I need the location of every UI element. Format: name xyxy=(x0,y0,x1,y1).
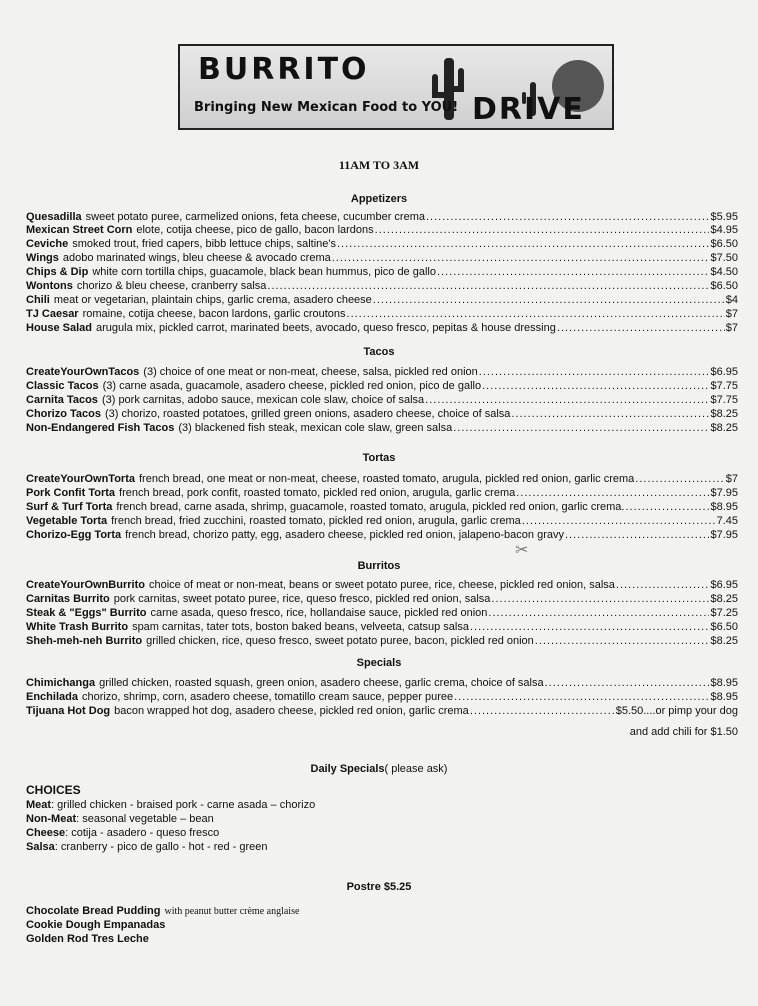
item-price: $7.95 xyxy=(710,529,738,541)
item-desc: meat or vegetarian, plaintain chips, garlic crema, asadero cheese xyxy=(53,294,372,306)
item-name: CreateYourOwnBurrito xyxy=(26,579,145,591)
menu-item xyxy=(26,211,738,224)
item-name: Carnita Tacos xyxy=(26,394,98,406)
section-title-specials: Specials xyxy=(356,657,402,669)
menu-item xyxy=(26,691,738,704)
item-price: $4.95 xyxy=(710,224,738,236)
menu-item xyxy=(26,705,738,718)
menu-item xyxy=(26,408,738,421)
daily-specials-label: Daily Specials xyxy=(310,763,385,775)
menu-item xyxy=(26,394,738,407)
dessert-name: Chocolate Bread Pudding xyxy=(26,905,161,917)
menu-item xyxy=(26,422,738,435)
item-name: Sheh-meh-neh Burrito xyxy=(26,635,143,647)
menu-item xyxy=(26,238,738,251)
item-price: $5.50....or pimp your dog xyxy=(615,705,738,717)
item-price: $6.95 xyxy=(710,366,738,378)
item-name: Chorizo-Egg Torta xyxy=(26,529,122,541)
logo-banner xyxy=(178,44,614,130)
item-price: $8.95 xyxy=(710,501,738,513)
item-price: $7 xyxy=(725,308,738,320)
choice-label: Meat xyxy=(26,799,52,811)
item-price: $6.95 xyxy=(710,579,738,591)
item-desc: smoked trout, fried capers, bibb lettuce chips, saltine's xyxy=(72,238,336,250)
item-name: House Salad xyxy=(26,322,93,334)
item-desc: (3) chorizo, roasted potatoes, grilled green onions, asadero cheese, choice of salsa xyxy=(104,408,511,420)
item-desc: grilled chicken, roasted squash, green onion, asadero cheese, garlic crema, choice of salsa xyxy=(99,677,544,689)
item-name: Chili xyxy=(26,294,50,306)
item-desc: sweet potato puree, carmelized onions, feta cheese, cucumber crema xyxy=(85,211,425,223)
menu-item xyxy=(26,621,738,634)
item-desc: adobo marinated wings, bleu cheese & avocado crema xyxy=(62,252,331,264)
item-desc: white corn tortilla chips, guacamole, black bean hummus, pico de gallo xyxy=(92,266,436,278)
item-price: $7 xyxy=(725,322,738,334)
hours: 11AM TO 3AM xyxy=(338,158,420,172)
item-desc: french bread, carne asada, shrimp, guacamole, roasted tomato, arugula, pickled red onion, garlic crema. xyxy=(116,501,625,513)
section-title-appetizers: Appetizers xyxy=(350,193,408,205)
section-title-tortas: Tortas xyxy=(362,452,396,464)
menu-item xyxy=(26,579,738,592)
choice-label: Non-Meat xyxy=(26,813,77,825)
scissors-icon: ✂ xyxy=(515,542,529,559)
item-name: Carnitas Burrito xyxy=(26,593,110,605)
menu-item xyxy=(26,515,738,528)
item-name: CreateYourOwnTorta xyxy=(26,473,135,485)
item-desc: romaine, cotija cheese, bacon lardons, garlic croutons xyxy=(82,308,346,320)
item-name: Wings xyxy=(26,252,59,264)
item-name: Wontons xyxy=(26,280,73,292)
item-price: $6.50 xyxy=(710,621,738,633)
item-price: 7.45 xyxy=(716,515,738,527)
item-desc: french bread, fried zucchini, roasted tomato, pickled red onion, arugula, garlic crema xyxy=(111,515,521,527)
item-desc: carne asada, queso fresco, rice, hollandaise sauce, pickled red onion xyxy=(150,607,488,619)
item-price: $7.95 xyxy=(710,487,738,499)
item-desc: (3) blackened fish steak, mexican cole slaw, green salsa xyxy=(178,422,453,434)
choice-value: : seasonal vegetable – bean xyxy=(76,813,214,825)
item-desc: french bread, one meat or non-meat, cheese, roasted tomato, arugula, pickled red onion, garlic crema xyxy=(139,473,635,485)
dessert-item xyxy=(26,933,149,946)
item-price: $5.95 xyxy=(710,211,738,223)
choice-line xyxy=(26,827,219,840)
item-desc: spam carnitas, tater tots, boston baked beans, velveeta, catsup salsa xyxy=(132,621,469,633)
chili-note: and add chili for $1.50 xyxy=(629,726,738,738)
menu-item xyxy=(26,366,738,379)
menu-item xyxy=(26,487,738,500)
item-price: $4 xyxy=(725,294,738,306)
choices-title: CHOICES xyxy=(26,783,81,797)
menu-item xyxy=(26,252,738,265)
item-desc: chorizo, shrimp, corn, asadero cheese, tomatillo cream sauce, pepper puree xyxy=(81,691,454,703)
item-price: $8.25 xyxy=(710,422,738,434)
menu-item xyxy=(26,529,738,542)
item-desc: pork carnitas, sweet potato puree, rice, queso fresco, pickled red onion, salsa xyxy=(113,593,491,605)
item-name: TJ Caesar xyxy=(26,308,79,320)
dessert-item xyxy=(26,919,165,932)
dessert-note: with peanut butter crème anglaise xyxy=(164,906,300,917)
item-price: $8.25 xyxy=(710,635,738,647)
menu-item xyxy=(26,322,738,335)
item-price: $6.50 xyxy=(710,280,738,292)
item-price: $8.25 xyxy=(710,408,738,420)
item-price: $8.95 xyxy=(710,691,738,703)
choice-line xyxy=(26,813,214,826)
choice-label: Cheese xyxy=(26,827,66,839)
item-name: Chips & Dip xyxy=(26,266,89,278)
item-name: Chorizo Tacos xyxy=(26,408,101,420)
menu-item xyxy=(26,308,738,321)
item-price: $6.50 xyxy=(710,238,738,250)
menu-item xyxy=(26,607,738,620)
item-price: $7 xyxy=(725,473,738,485)
item-desc: french bread, chorizo patty, egg, asadero cheese, pickled red onion, jalapeno-bacon gravy xyxy=(125,529,564,541)
item-name: Quesadilla xyxy=(26,211,82,223)
choice-line xyxy=(26,799,315,812)
menu-item xyxy=(26,224,738,237)
item-name: Ceviche xyxy=(26,238,69,250)
logo-title: BURRITO xyxy=(198,52,370,87)
dessert-name: Golden Rod Tres Leche xyxy=(26,933,149,945)
menu-item xyxy=(26,677,738,690)
item-price: $8.25 xyxy=(710,593,738,605)
choice-label: Salsa xyxy=(26,841,55,853)
choice-value: : cranberry - pico de gallo - hot - red - green xyxy=(54,841,268,853)
daily-specials xyxy=(0,763,758,775)
choice-line xyxy=(26,841,268,854)
menu-item xyxy=(26,635,738,648)
logo-tagline: Bringing New Mexican Food to YOU! xyxy=(194,100,459,115)
section-title-burritos: Burritos xyxy=(357,560,401,572)
menu-item xyxy=(26,280,738,293)
item-name: Classic Tacos xyxy=(26,380,99,392)
item-desc: (3) carne asada, guacamole, asadero cheese, pickled red onion, pico de gallo xyxy=(102,380,482,392)
logo-drive: DRIVE xyxy=(472,92,585,127)
item-desc: arugula mix, pickled carrot, marinated beets, avocado, queso fresco, pepitas & house dressing xyxy=(96,322,556,334)
section-title-tacos: Tacos xyxy=(363,346,395,358)
item-price: $7.75 xyxy=(710,394,738,406)
item-desc: elote, cotija cheese, pico de gallo, bacon lardons xyxy=(136,224,374,236)
dessert-name: Cookie Dough Empanadas xyxy=(26,919,166,931)
item-desc: chorizo & bleu cheese, cranberry salsa xyxy=(76,280,267,292)
menu-item xyxy=(26,266,738,279)
menu-item xyxy=(26,473,738,486)
item-desc: choice of meat or non-meat, beans or sweet potato puree, rice, cheese, pickled red onion, salsa xyxy=(148,579,615,591)
menu-item xyxy=(26,593,738,606)
choice-value: : grilled chicken - braised pork - carne asada – chorizo xyxy=(51,799,316,811)
daily-specials-note: ( please ask) xyxy=(384,763,448,775)
item-name: Pork Confit Torta xyxy=(26,487,116,499)
menu-item xyxy=(26,501,738,514)
item-name: White Trash Burrito xyxy=(26,621,129,633)
item-price: $7.25 xyxy=(710,607,738,619)
item-name: Vegetable Torta xyxy=(26,515,108,527)
item-price: $8.95 xyxy=(710,677,738,689)
item-name: Enchilada xyxy=(26,691,78,703)
item-price: $4.50 xyxy=(710,266,738,278)
menu-item xyxy=(26,380,738,393)
item-price: $7.50 xyxy=(710,252,738,264)
item-desc: french bread, pork confit, roasted tomato, pickled red onion, arugula, garlic crema xyxy=(119,487,516,499)
item-name: Surf & Turf Torta xyxy=(26,501,113,513)
menu-item xyxy=(26,294,738,307)
item-desc: grilled chicken, rice, queso fresco, sweet potato puree, bacon, pickled red onion xyxy=(146,635,534,647)
dessert-item xyxy=(26,905,299,918)
choice-value: : cotija - asadero - queso fresco xyxy=(65,827,220,839)
item-name: Non-Endangered Fish Tacos xyxy=(26,422,175,434)
item-price: $7.75 xyxy=(710,380,738,392)
item-desc: (3) choice of one meat or non-meat, cheese, salsa, pickled red onion xyxy=(143,366,478,378)
item-name: Chimichanga xyxy=(26,677,96,689)
item-name: CreateYourOwnTacos xyxy=(26,366,140,378)
postre-title: Postre $5.25 xyxy=(346,881,412,893)
item-desc: bacon wrapped hot dog, asadero cheese, pickled red onion, garlic crema xyxy=(114,705,469,717)
item-name: Mexican Street Corn xyxy=(26,224,133,236)
item-name: Tijuana Hot Dog xyxy=(26,705,111,717)
item-name: Steak & "Eggs" Burrito xyxy=(26,607,147,619)
item-desc: (3) pork carnitas, adobo sauce, mexican cole slaw, choice of salsa xyxy=(101,394,425,406)
